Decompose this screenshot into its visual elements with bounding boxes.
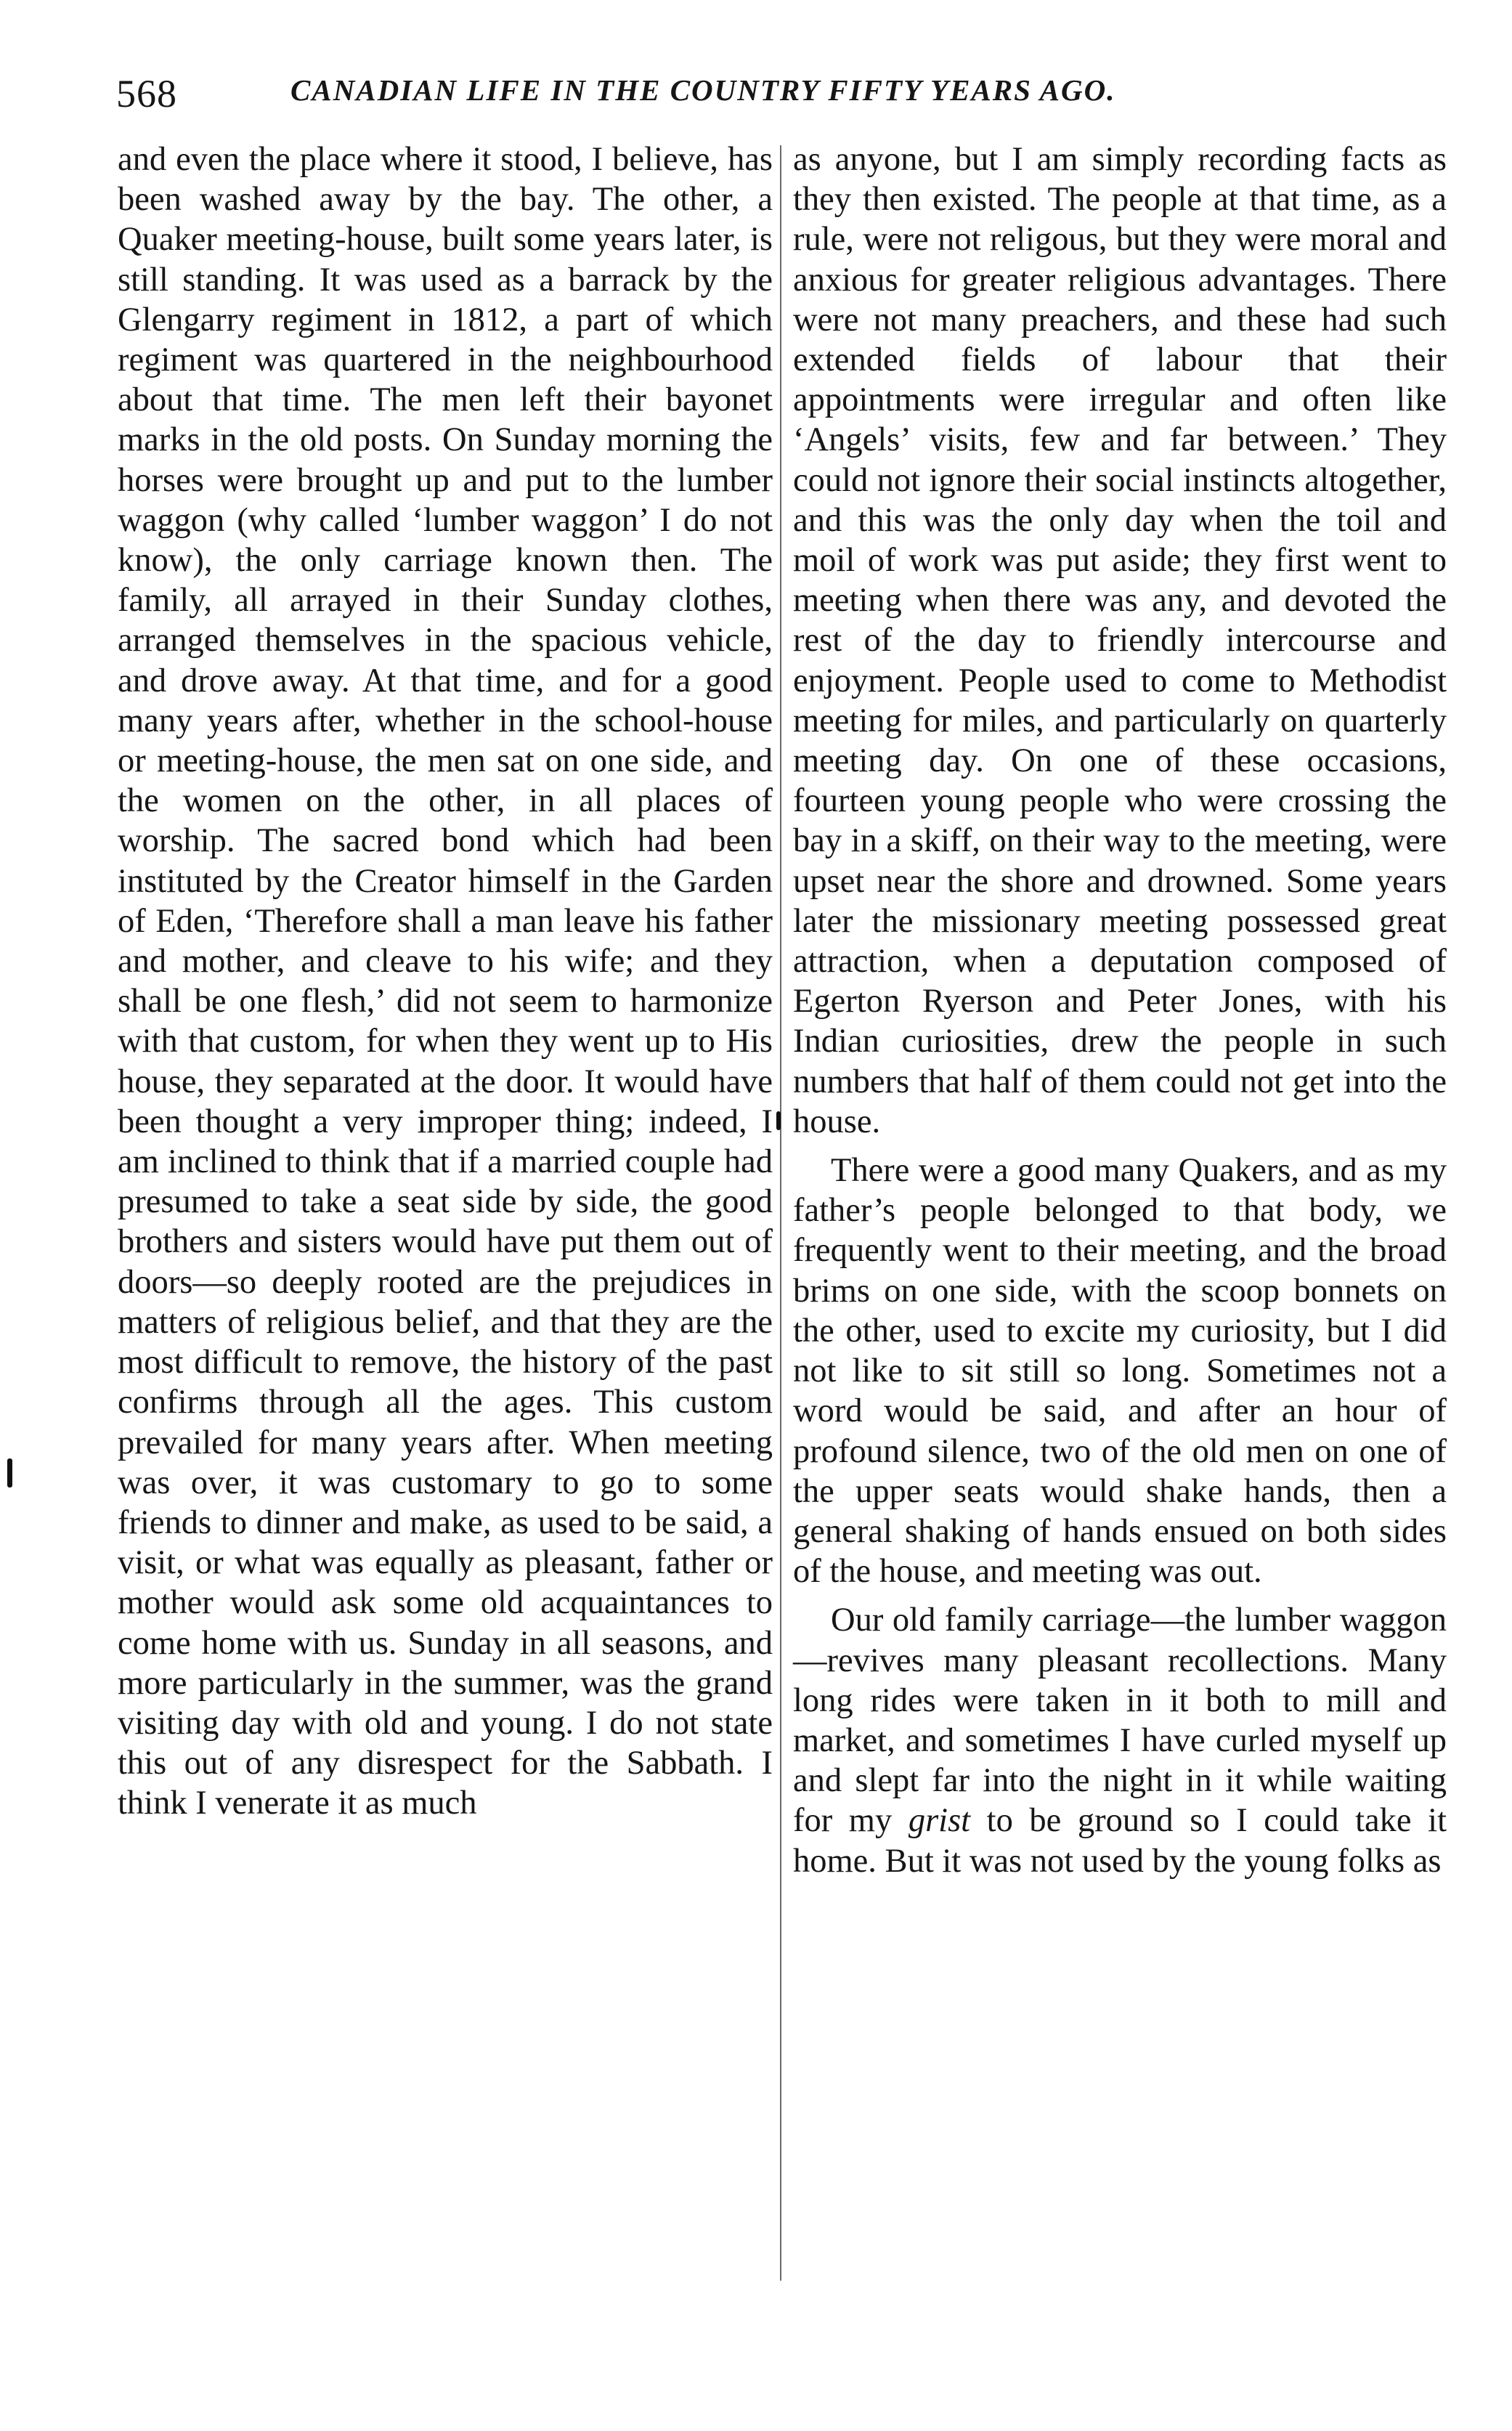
italic-word-grist: grist xyxy=(908,1802,971,1840)
right-paragraph-1: as anyone, but I am simply recording facts as they then existed. The people at that time, as a rule, were not religous, but they were moral and anxious for greater religious advantages. There were not many preachers, and these had such extended fields of labour that their appointments were irregular and often like ‘Angels’ visits, few and far between.’ They could not ignore their social instincts altogether, and this was the only day when the toil and moil of work was put aside; they first went to meeting when there was any, and devoted the rest of the day to friendly intercourse and enjoyment. People used to come to Methodist meeting for miles, and particularly on quarterly meeting day. On one of these occasions, fourteen young people who were crossing the bay in a skiff, on their way to the meeting, were upset near the shore and drowned. Some years later the missionary meeting possessed great attraction, when a deputation composed of Egerton Ryerson and Peter Jones, with his Indian curiosities, drew the people in such numbers that half of them could not get into the house. xyxy=(793,141,1447,1140)
right-paragraph-2: There were a good many Quakers, and as my father’s people belonged to that body, we frequently went to their meeting, and the broad brims on one side, with the scoop bonnets on the other, used to excite my curiosity, but I did not like to sit still so long. Sometimes not a word would be said, and after an hour of profound silence, two of the old men on one of the upper seats would shake hands, then a general shaking of hands ensued on both sides of the house, and meeting was out. xyxy=(793,1152,1447,1591)
margin-ink-mark xyxy=(7,1458,12,1488)
left-column xyxy=(118,139,773,1824)
gutter-ink-mark xyxy=(776,1111,781,1130)
running-title: CANADIAN LIFE IN THE COUNTRY FIFTY YEARS AGO. xyxy=(290,73,1116,107)
page-number: 568 xyxy=(116,72,177,115)
paragraph-3-text-end: to be ground so I could take it home. But it was not used by the young folks as xyxy=(793,1802,1447,1880)
right-column xyxy=(793,139,1447,1881)
column-divider xyxy=(780,145,781,2281)
page-header xyxy=(116,65,1452,123)
right-paragraph-3 xyxy=(793,1600,1447,1880)
paragraph-3-text-start: Our old family carriage—the lumber waggon—revives many pleasant recollections. Many long rides were taken in it both to mill and market, and sometimes I have curled myself up and slept far into the night in it while waiting for my xyxy=(793,1602,1447,1840)
left-paragraph-1: and even the place where it stood, I believe, has been washed away by the bay. The other, a Quaker meeting-house, built some years later, is still standing. It was used as a barrack by the Glengarry regiment in 1812, a part of which regiment was quartered in the neighbourhood about that time. The men left their bayonet marks in the old posts. On Sunday morning the horses were brought up and put to the lumber waggon (why called ‘lumber waggon’ I do not know), the only carriage known then. The family, all arrayed in their Sunday clothes, arranged themselves in the spacious vehicle, and drove away. At that time, and for a good many years after, whether in the school-house or meeting-house, the men sat on one side, and the women on the other, in all places of worship. The sacred bond which had been instituted by the Creator himself in the Garden of Eden, ‘Therefore shall a man leave his father and mother, and cleave to his wife; and they shall be one flesh,’ did not seem to harmonize with that custom, for when they went up to His house, they separated at the door. It would have been thought a very improper thing; indeed, I am inclined to think that if a married couple had presumed to take a seat side by side, the good brothers and sisters would have put them out of doors—so deeply rooted are the prejudices in matters of religious belief, and that they are the most difficult to remove, the history of the past confirms through all the ages. This custom prevailed for many years after. When meeting was over, it was customary to go to some friends to dinner and make, as used to be said, a visit, or what was equally as pleasant, father or mother would ask some old acquaintances to come home with us. Sunday in all seasons, and more particularly in the summer, was the grand visiting day with old and young. I do not state this out of any disrespect for the Sabbath. I think I venerate it as much xyxy=(118,141,773,1822)
